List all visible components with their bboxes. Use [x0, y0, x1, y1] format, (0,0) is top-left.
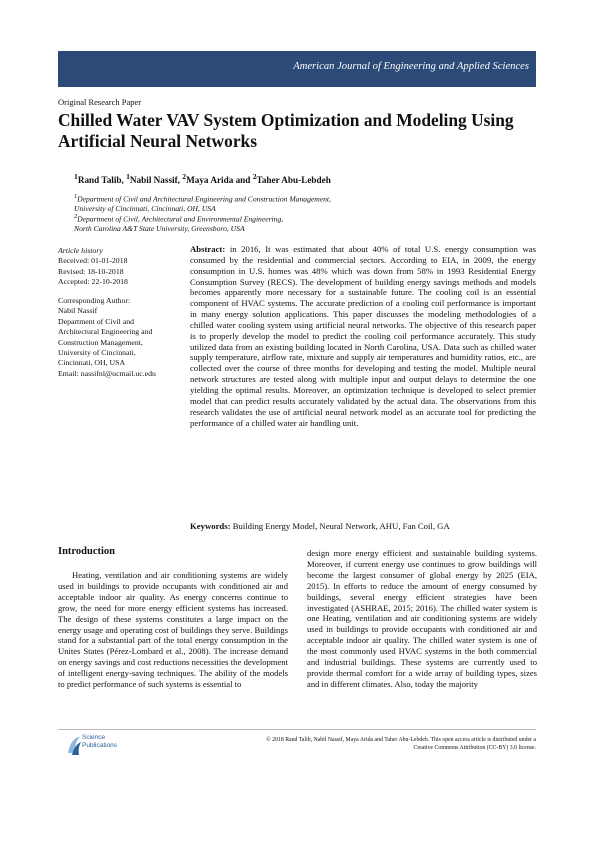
corresponding-line: Cincinnati, OH, USA — [58, 358, 126, 368]
logo-line-2: Publications — [82, 742, 118, 749]
history-heading: Article history — [58, 246, 103, 255]
revised-date: Revised: 18-10-2018 — [58, 266, 124, 276]
author-entry: $^1$Rand Talib, — [74, 172, 127, 186]
body-column-right: design more energy efficient and sustainable building systems. Moreover, if current energy use continues to grow buildings will become the largest consumer of global energy by 2025 (EIA, 2015). In efforts to reduce the amount of energy consumed by buildings, several energy efficient strategies have been investigated (ASHRAE, 2015; 2016). The chilled water system is one Heating, ventilation and air conditioning systems are widely used in buildings to provide occupants with conditioned air and acceptable indoor air quality. The chilled water system is one of the most commonly used HVAC systems in the both commercial and industrial buildings. These systems are currently used to provide thermal comfort for a wide array of building types, sizes and in different climates. Also, today the majority — [307, 548, 537, 689]
received-date: Received: 01-01-2018 — [58, 256, 128, 266]
keywords — [190, 521, 450, 531]
abstract — [190, 244, 536, 428]
author-entry: $^1$Nabil Nassif, — [126, 172, 183, 186]
footer-divider — [58, 729, 536, 730]
corresponding-line: Construction Management, — [58, 337, 143, 347]
affiliation-1: $^1$Department of Civil and Architectural Engineering and Construction Management, University of Cincinnati, Cincinnati, OH, USA — [74, 193, 331, 213]
article-history — [58, 246, 178, 288]
abstract-label: Abstract: — [190, 244, 226, 254]
keywords-label: Keywords: — [190, 521, 231, 531]
paper-title: Chilled Water VAV System Optimization and Modeling Using Artificial Neural Networks — [58, 110, 514, 151]
email-link[interactable]: Email: nassifnl@ucmail.uc.edu — [58, 368, 156, 378]
body-column-left: Heating, ventilation and air conditioning systems are widely used in buildings to provide occupants with conditioned air and acceptable indoor air quality. As energy concerns continue to grow, the need for more energy efficient systems has increased. The design of these systems constitutes a large impact on the energy usage and operating cost of buildings they serve. Buildings stand for a substantial part of the total energy consumption in the Unites States (Pérez-Lombard et al., 2008). The increase demand on energy savings and cost reductions necessities the development of intelligent energy-saving techniques. The ability of the models to predict performance of such systems is essential to — [58, 570, 288, 690]
corresponding-line: Department of Civil and — [58, 316, 135, 326]
author-entry: $^2$Taher Abu-Lebdeh — [252, 172, 331, 186]
corresponding-line: Architectural Engineering and — [58, 327, 153, 337]
accepted-date: Accepted: 22-10-2018 — [58, 277, 128, 287]
corresponding-line: Nabil Nassif — [58, 306, 98, 316]
corresponding-line: University of Cincinnati, — [58, 348, 136, 358]
logo-line-1: Science — [82, 734, 106, 741]
affiliation-2: $^2$Department of Civil, Architectural and Environmental Engineering, North Carolina A&T State University, Greensboro, USA — [74, 213, 284, 233]
section-heading-introduction: Introduction — [58, 546, 115, 557]
corresponding-author — [58, 296, 178, 379]
journal-name: American Journal of Engineering and Applied Sciences — [293, 61, 529, 72]
corresponding-heading: Corresponding Author: — [58, 296, 131, 305]
copyright-notice: © 2018 Rand Talib, Nabil Nassif, Maya Arida and Taher Abu-Lebdeh. This open access article is distributed under a Creative Commons Attribution (CC-BY) 3.0 license. — [266, 737, 536, 751]
journal-banner — [58, 51, 536, 87]
abstract-text: in 2016, It was estimated that about 40% of total U.S. energy consumption was consumed by the residential and commercial sectors. According to EIA, in 2009, the energy consumption in U.S. homes was 48% which was down from 58% in 1993 Residential Energy Consumption Survey (RECS). The development of building energy savings methods and models becomes apparently more necessary for a sustainable future. The cooling coil is an essential component of HVAC systems. The accurate prediction of a cooling coil performance is important in many energy solution applications. This paper discusses the modeling methodologies of a chilled water cooling system using artificial neural networks. The objective of this research paper is to properly develop the model to predict the cooling coil performance accurately. This study utilized data from an existing building located in North Carolina, USA. Data such as chilled water supply temperature, airflow rate, mixture and supply air temperatures and humidity ratios, etc., are collected over the course of three months for developing and testing the model. Multiple neural network structures are tested along with multiple input and output delays to determine the one yielding the optimal results. Moreover, an optimization technique is developed to select premier model that can predict results accurately validated by the actual data. The observations from this research validates the use of artificial neural network model as an accurate tool for predicting the performance of a chilled water air handling unit. — [190, 244, 536, 428]
article-type-label: Original Research Paper — [58, 97, 142, 107]
author-list — [74, 172, 331, 185]
author-entry: $^2$Maya Arida and — [182, 172, 253, 186]
keywords-text: Building Energy Model, Neural Network, AHU, Fan Coil, GA — [232, 521, 450, 531]
